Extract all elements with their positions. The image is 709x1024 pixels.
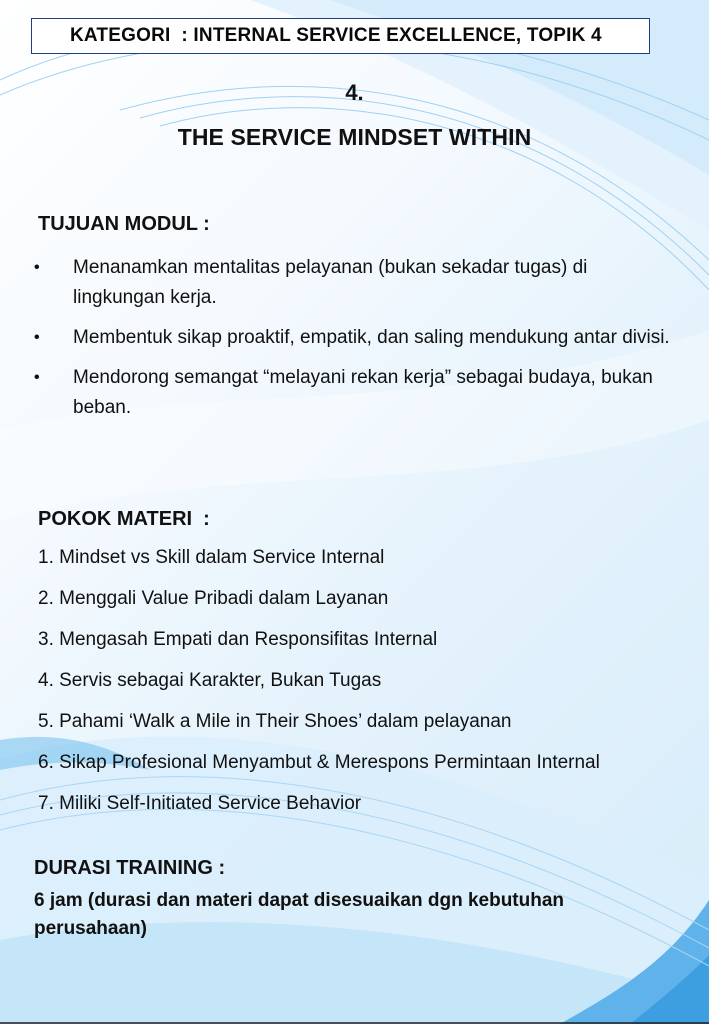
materials-list <box>38 546 600 833</box>
duration-text: 6 jam (durasi dan materi dapat disesuaikan dgn kebutuhan perusahaan) <box>34 890 565 939</box>
goal-item <box>30 363 670 423</box>
goals-list <box>30 253 670 433</box>
material-item: 2. Menggali Value Pribadi dalam Layanan <box>38 588 389 609</box>
material-item: 1. Mindset vs Skill dalam Service Internal <box>38 547 385 568</box>
category-header-box <box>31 18 650 54</box>
page-title: THE SERVICE MINDSET WITHIN <box>177 124 532 150</box>
topic-number: 4. <box>345 80 364 105</box>
category-header-text: KATEGORI : INTERNAL SERVICE EXCELLENCE, TOPIK 4 <box>70 25 602 46</box>
bullet-icon: • <box>34 329 40 346</box>
material-item: 4. Servis sebagai Karakter, Bukan Tugas <box>38 670 382 691</box>
bullet-icon: • <box>34 369 40 386</box>
material-item: 3. Mengasah Empati dan Responsifitas Internal <box>38 629 438 650</box>
duration-heading: DURASI TRAINING : <box>34 857 226 879</box>
goal-text: Mendorong semangat “melayani rekan kerja” sebagai budaya, bukan beban. <box>73 367 653 418</box>
materials-heading: POKOK MATERI : <box>38 508 210 530</box>
goals-heading: TUJUAN MODUL : <box>38 213 210 235</box>
goal-item <box>30 253 670 313</box>
goal-text: Membentuk sikap proaktif, empatik, dan saling mendukung antar divisi. <box>73 327 670 348</box>
material-item: 5. Pahami ‘Walk a Mile in Their Shoes’ dalam pelayanan <box>38 711 512 732</box>
bullet-icon: • <box>34 259 40 276</box>
goal-item <box>30 323 670 353</box>
goal-text: Menanamkan mentalitas pelayanan (bukan sekadar tugas) di lingkungan kerja. <box>73 257 588 308</box>
material-item: 7. Miliki Self-Initiated Service Behavior <box>38 793 362 814</box>
material-item: 6. Sikap Profesional Menyambut & Merespons Permintaan Internal <box>38 752 600 773</box>
